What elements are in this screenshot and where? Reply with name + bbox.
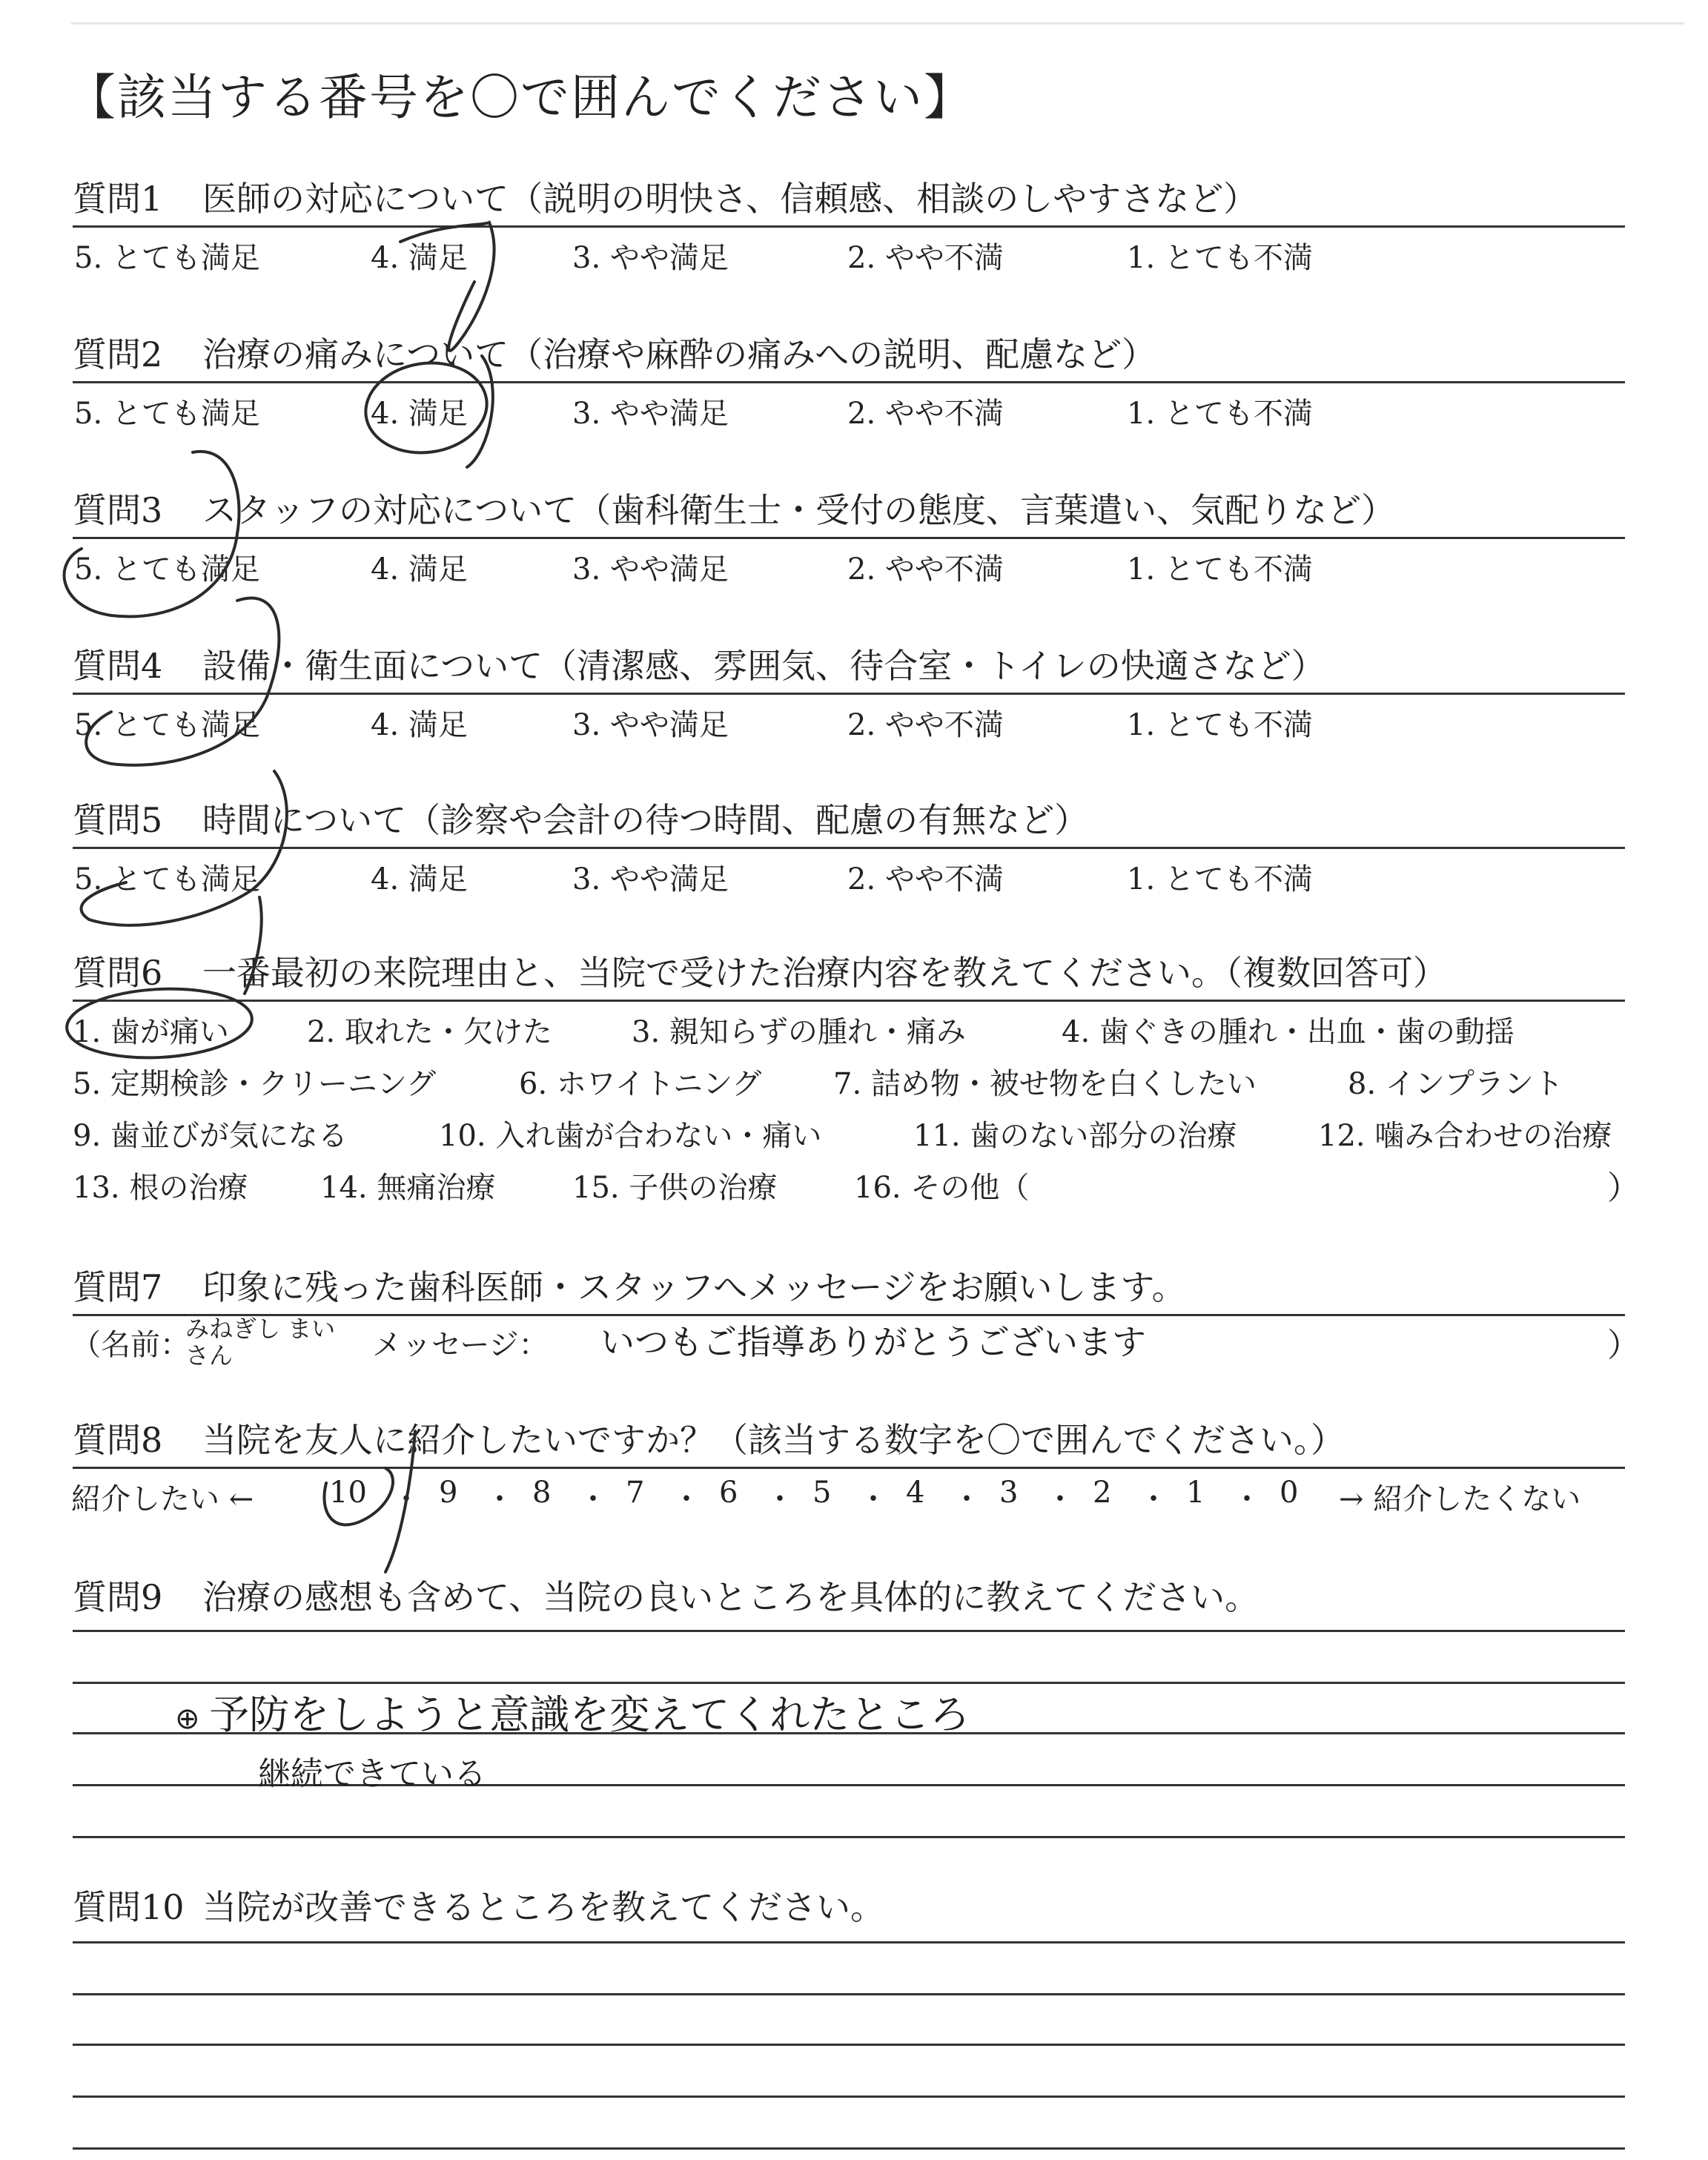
q8-score-2[interactable]: 2: [1093, 1476, 1112, 1510]
q6-option-16[interactable]: 16. その他（: [854, 1171, 1030, 1205]
q7-message-label: メッセージ：: [372, 1328, 549, 1362]
question-8-text: 当院を友人に紹介したいですか？（該当する数字を〇で囲んでください。）: [202, 1420, 1345, 1460]
answer-line: [73, 1836, 1625, 1838]
question-5-heading: [73, 793, 1625, 849]
q6-option-8[interactable]: 8. インプラント: [1348, 1067, 1563, 1101]
q6-option-7[interactable]: 7. 詰め物・被せ物を白くしたい: [833, 1067, 1257, 1101]
q7-close-paren: ）: [1607, 1327, 1640, 1364]
q6-option-6[interactable]: 6. ホワイトニング: [519, 1067, 762, 1101]
question-3-label: 質問3: [73, 490, 163, 530]
q6-option-15[interactable]: 15. 子供の治療: [572, 1171, 778, 1205]
question-9-label: 質問9: [73, 1577, 163, 1617]
q5-option-4[interactable]: 4. 満足: [371, 862, 468, 896]
q8-score-4[interactable]: 4: [906, 1476, 925, 1510]
q8-score-5[interactable]: 5: [812, 1476, 832, 1510]
q8-score-9[interactable]: 9: [439, 1476, 458, 1510]
q8-score-8[interactable]: 8: [532, 1476, 552, 1510]
q5-option-2[interactable]: 2. やや不満: [847, 862, 1004, 896]
q1-option-3[interactable]: 3. やや満足: [572, 241, 729, 275]
question-4-label: 質問4: [73, 646, 163, 686]
q8-score-6[interactable]: 6: [719, 1476, 738, 1510]
question-10-text: 当院が改善できるところを教えてください。: [202, 1887, 884, 1927]
q8-score-3[interactable]: 3: [999, 1476, 1019, 1510]
question-6-text: 一番最初の来院理由と、当院で受けた治療内容を教えてください。（複数回答可）: [202, 953, 1447, 993]
answer-line: [73, 2147, 1625, 2150]
q6-option-2[interactable]: 2. 取れた・欠けた: [307, 1015, 552, 1049]
question-1-heading: [73, 172, 1625, 228]
question-4-heading: [73, 639, 1625, 695]
question-2-heading: [73, 328, 1625, 383]
answer-line: [73, 2095, 1625, 2098]
q6-option-13[interactable]: 13. 根の治療: [73, 1171, 248, 1205]
q6-option-1[interactable]: 1. 歯が痛い: [73, 1015, 229, 1049]
q7-message-handwritten[interactable]: いつもご指導ありがとうございます: [600, 1322, 1146, 1362]
question-6-heading: [73, 946, 1625, 1002]
q8-separator: ・: [672, 1482, 701, 1516]
q7-name-label: （名前：: [71, 1328, 190, 1362]
question-8-heading: [73, 1413, 1625, 1469]
q1-option-4[interactable]: 4. 満足: [371, 241, 468, 275]
q8-separator: ・: [765, 1482, 795, 1516]
question-6-label: 質問6: [73, 953, 163, 993]
q8-score-10[interactable]: 10: [329, 1476, 367, 1510]
q6-other-close-paren: ）: [1607, 1169, 1640, 1207]
q6-option-10[interactable]: 10. 入れ歯が合わない・痛い: [439, 1119, 822, 1153]
q4-option-5[interactable]: 5. とても満足: [74, 708, 260, 742]
q7-name-handwritten[interactable]: みねぎし まいさん: [185, 1315, 336, 1370]
q4-option-1[interactable]: 1. とても不満: [1127, 708, 1313, 742]
question-2-label: 質問2: [73, 334, 163, 374]
question-2-text: 治療の痛みについて（治療や麻酔の痛みへの説明、配慮など）: [202, 334, 1156, 374]
sheet-title: 【該当する番号を〇で囲んでください】: [67, 69, 974, 126]
q4-option-2[interactable]: 2. やや不満: [847, 708, 1004, 742]
question-10-label: 質問10: [73, 1887, 185, 1927]
question-1-label: 質問1: [73, 179, 163, 219]
question-7-label: 質問7: [73, 1267, 163, 1307]
handwritten-bullet: ⊕: [175, 1702, 210, 1736]
q3-option-2[interactable]: 2. やや不満: [847, 552, 1004, 587]
q6-option-4[interactable]: 4. 歯ぐきの腫れ・出血・歯の動揺: [1062, 1015, 1515, 1049]
q8-separator: ・: [952, 1482, 982, 1516]
question-9-text: 治療の感想も含めて、当院の良いところを具体的に教えてください。: [202, 1577, 1260, 1617]
q8-score-7[interactable]: 7: [626, 1476, 645, 1510]
q6-option-11[interactable]: 11. 歯のない部分の治療: [913, 1119, 1237, 1153]
q2-option-2[interactable]: 2. やや不満: [847, 397, 1004, 431]
question-9-heading: [73, 1571, 1259, 1619]
question-7-heading: [73, 1261, 1625, 1316]
q3-option-4[interactable]: 4. 満足: [371, 552, 468, 587]
q6-option-14[interactable]: 14. 無痛治療: [320, 1171, 496, 1205]
q2-option-3[interactable]: 3. やや満足: [572, 397, 729, 431]
q9-answer-handwritten-line1[interactable]: [175, 1683, 970, 1740]
q4-option-3[interactable]: 3. やや満足: [572, 708, 729, 742]
q8-score-0[interactable]: 0: [1280, 1476, 1299, 1510]
q2-option-5[interactable]: 5. とても満足: [74, 397, 260, 431]
q1-option-5[interactable]: 5. とても満足: [74, 241, 260, 275]
q8-separator: ・: [1045, 1482, 1075, 1516]
q5-option-5[interactable]: 5. とても満足: [74, 862, 260, 896]
q8-separator: ・: [1139, 1482, 1168, 1516]
q6-option-5[interactable]: 5. 定期検診・クリーニング: [73, 1067, 437, 1101]
q1-option-1[interactable]: 1. とても不満: [1127, 241, 1313, 275]
question-1-text: 医師の対応について（説明の明快さ、信頼感、相談のしやすさなど）: [202, 179, 1258, 219]
question-3-text: スタッフの対応について（歯科衛生士・受付の態度、言葉遣い、気配りなど）: [202, 490, 1396, 530]
q8-separator: ・: [1232, 1482, 1262, 1516]
q6-option-9[interactable]: 9. 歯並びが気になる: [73, 1119, 348, 1153]
q8-separator: ・: [485, 1482, 514, 1516]
question-3-heading: [73, 483, 1625, 539]
question-10-heading: [73, 1880, 884, 1929]
q3-option-5[interactable]: 5. とても満足: [74, 552, 260, 587]
question-5-text: 時間について（診察や会計の待つ時間、配慮の有無など）: [202, 800, 1089, 840]
q3-option-3[interactable]: 3. やや満足: [572, 552, 729, 587]
q1-option-2[interactable]: 2. やや不満: [847, 241, 1004, 275]
q2-option-4[interactable]: 4. 満足: [371, 397, 468, 431]
q8-separator: ・: [858, 1482, 888, 1516]
q8-separator: ・: [578, 1482, 608, 1516]
question-7-text: 印象に残った歯科医師・スタッフへメッセージをお願いします。: [202, 1267, 1186, 1307]
question-5-label: 質問5: [73, 800, 163, 840]
q5-option-3[interactable]: 3. やや満足: [572, 862, 729, 896]
q4-option-4[interactable]: 4. 満足: [371, 708, 468, 742]
q6-option-3[interactable]: 3. 親知らずの腫れ・痛み: [632, 1015, 966, 1049]
answer-line: [73, 1993, 1625, 1995]
q9-answer-handwritten-line2[interactable]: 継続できている: [258, 1755, 486, 1793]
q8-separator: ・: [391, 1482, 421, 1516]
q2-option-1[interactable]: 1. とても不満: [1127, 397, 1313, 431]
answer-line: [73, 1941, 1625, 1943]
question-4-text: 設備・衛生面について（清潔感、雰囲気、待合室・トイレの快適さなど）: [202, 646, 1325, 686]
scan-edge-line: [71, 22, 1684, 24]
q8-right-label: → 紹介したくない: [1339, 1482, 1581, 1516]
q9-answer-text-1: 予防をしようと意識を変えてくれたところ: [209, 1691, 970, 1738]
q8-left-label: 紹介したい ←: [71, 1482, 254, 1516]
answer-line: [73, 1630, 1625, 1632]
q8-score-1[interactable]: 1: [1186, 1476, 1205, 1510]
q3-option-1[interactable]: 1. とても不満: [1127, 552, 1313, 587]
q5-option-1[interactable]: 1. とても不満: [1127, 862, 1313, 896]
answer-line: [73, 2044, 1625, 2046]
q6-option-12[interactable]: 12. 噛み合わせの治療: [1318, 1119, 1612, 1153]
question-8-label: 質問8: [73, 1420, 163, 1460]
